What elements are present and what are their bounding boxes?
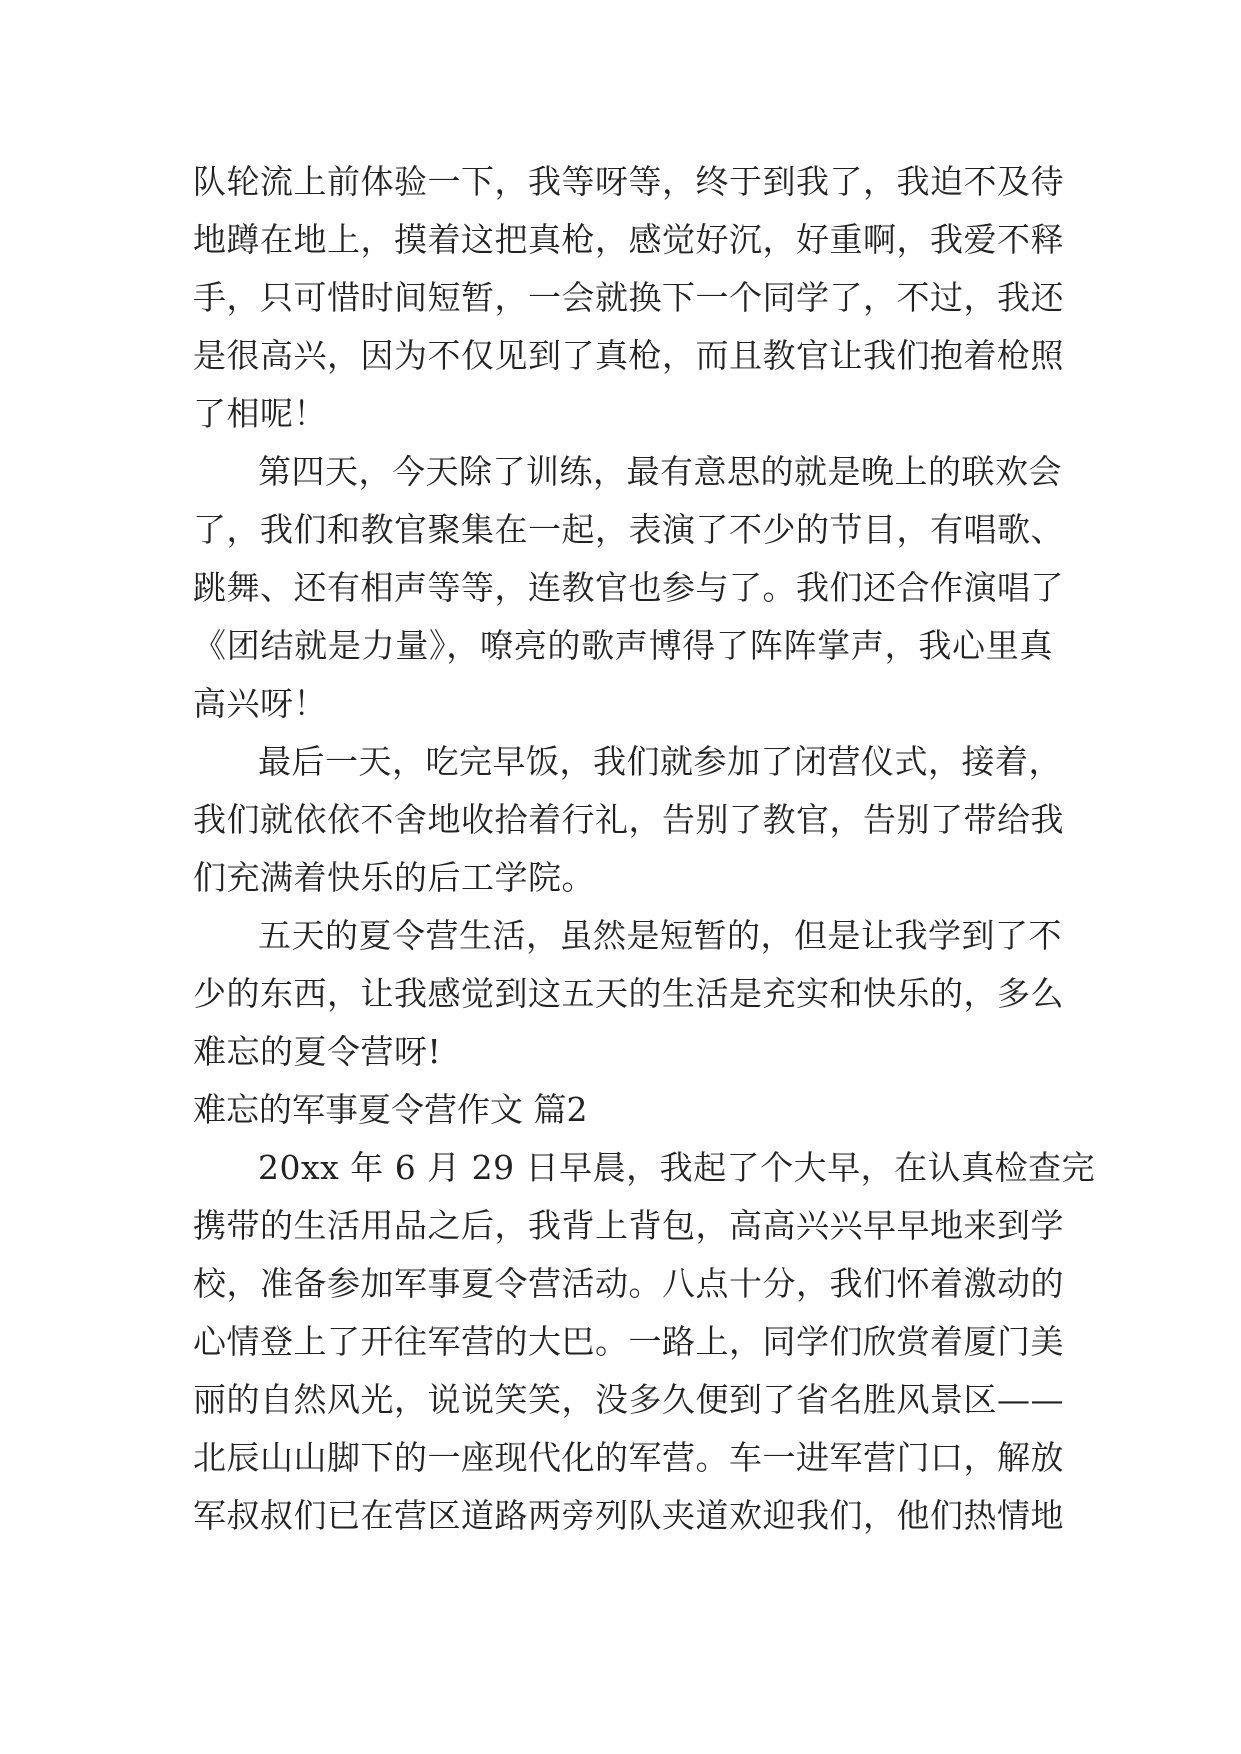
paragraph-line: 了，我们和教官聚集在一起，表演了不少的节目，有唱歌、 [193,510,1064,549]
paragraph-line: 少的东西，让我感觉到这五天的生活是充实和快乐的，多么 [193,974,1064,1013]
paragraph-line: 心情登上了开往军营的大巴。一路上，同学们欣赏着厦门美 [193,1322,1064,1361]
paragraph-line: 了相呢！ [193,394,327,433]
paragraph-line: 第四天，今天除了训练，最有意思的就是晚上的联欢会 [258,452,1062,491]
paragraph-line: 地蹲在地上，摸着这把真枪，感觉好沉，好重啊，我爱不释 [193,220,1064,259]
paragraph-line: 20xx 年 6 月 29 日早晨，我起了个大早，在认真检查完 [258,1148,1096,1187]
paragraph-line: 携带的生活用品之后，我背上背包，高高兴兴早早地来到学 [193,1206,1064,1245]
paragraph-line: 军叔叔们已在营区道路两旁列队夹道欢迎我们，他们热情地 [193,1496,1064,1535]
paragraph-line: 我们就依依不舍地收拾着行礼，告别了教官，告别了带给我 [193,800,1064,839]
paragraph-line: 难忘的夏令营呀! [193,1032,442,1071]
paragraph-line: 们充满着快乐的后工学院。 [193,858,595,897]
paragraph-line: 校，准备参加军事夏令营活动。八点十分，我们怀着激动的 [193,1264,1064,1303]
paragraph-line: 是很高兴，因为不仅见到了真枪，而且教官让我们抱着枪照 [193,336,1064,375]
paragraph-line: 北辰山山脚下的一座现代化的军营。车一进军营门口，解放 [193,1438,1064,1477]
paragraph-line: 五天的夏令营生活，虽然是短暂的，但是让我学到了不 [258,916,1062,955]
paragraph-line: 高兴呀！ [193,684,327,723]
paragraph-line: 队轮流上前体验一下，我等呀等，终于到我了，我迫不及待 [193,162,1064,201]
paragraph-line: 《团结就是力量》，嘹亮的歌声博得了阵阵掌声，我心里真 [193,626,1053,665]
section-heading: 难忘的军事夏令营作文 篇2 [193,1090,588,1129]
paragraph-line: 跳舞、还有相声等等，连教官也参与了。我们还合作演唱了 [193,568,1064,607]
paragraph-line: 丽的自然风光，说说笑笑，没多久便到了省名胜风景区—— [193,1380,1064,1419]
paragraph-line: 手，只可惜时间短暂，一会就换下一个同学了，不过，我还 [193,278,1064,317]
paragraph-line: 最后一天，吃完早饭，我们就参加了闭营仪式，接着， [258,742,1062,781]
